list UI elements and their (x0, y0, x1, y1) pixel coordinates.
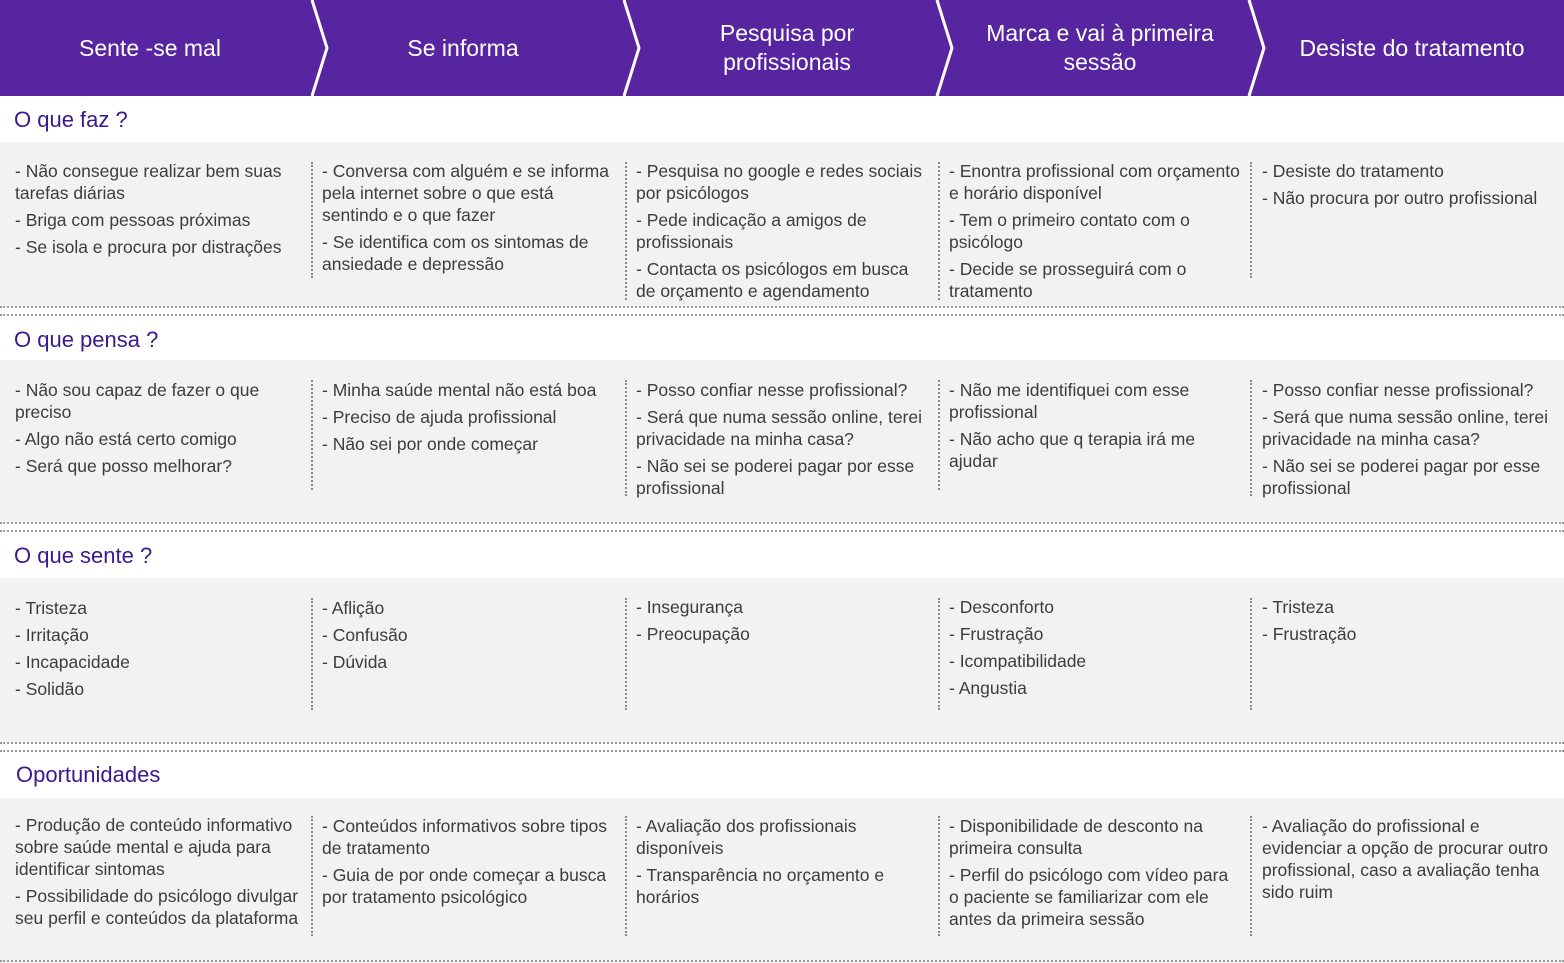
section-title-bar (0, 752, 1564, 798)
list-item: - Disponibilidade de desconto na primeira consulta (949, 816, 1203, 858)
list-item: - Tem o primeiro contato com o psicólogo (949, 210, 1190, 252)
column-divider (625, 162, 627, 300)
cell-faz-col4 (949, 160, 1241, 307)
section-title: O que sente ? (14, 543, 153, 568)
section-what-feels (0, 532, 1564, 742)
list-item: - Produção de conteúdo informativo sobre saúde mental e ajuda para identificar sintomas (15, 815, 293, 879)
column-divider (1250, 162, 1252, 278)
cell-sente-col5 (1262, 596, 1560, 650)
list-item: - Não sei se poderei pagar por esse profissional (1262, 456, 1541, 498)
list-item: - Confusão (322, 625, 408, 645)
cell-sente-col3 (636, 596, 928, 650)
stage-5-label: Desiste do tratamento (1299, 34, 1525, 61)
list-item: - Não sei por onde começar (322, 434, 538, 454)
cell-pensa-col4 (949, 379, 1241, 477)
section-title-bar (0, 532, 1564, 578)
list-item: - Contacta os psicólogos em busca de orçamento e agendamento (636, 259, 909, 301)
cell-oport-col5 (1262, 815, 1560, 908)
stage-4-label: Marca e vai à primeira sessão (986, 20, 1214, 75)
list-item: - Se identifica com os sintomas de ansiedade e depressão (322, 232, 589, 274)
list-item: - Será que numa sessão online, terei privacidade na minha casa? (1262, 407, 1548, 449)
list-item: - Briga com pessoas próximas (15, 210, 251, 230)
list-item: - Pesquisa no google e redes sociais por psicólogos (636, 161, 923, 203)
column-divider (938, 598, 940, 710)
cell-faz-col3 (636, 160, 928, 307)
list-item: - Enontra profissional com orçamento e horário disponível (949, 161, 1240, 203)
list-item: - Se isola e procura por distrações (15, 237, 282, 257)
list-item: - Algo não está certo comigo (15, 429, 237, 449)
column-divider (311, 598, 313, 710)
list-item: - Conteúdos informativos sobre tipos de tratamento (322, 816, 607, 858)
list-item: - Avaliação do profissional e evidenciar a opção de procurar outro profissional, caso a avaliação tenha sido ruim (1262, 816, 1549, 902)
section-title-bar (0, 316, 1564, 362)
list-item: - Será que numa sessão online, terei privacidade na minha casa? (636, 407, 922, 449)
cell-pensa-col1 (15, 379, 300, 482)
list-item: - Guia de por onde começar a busca por tratamento psicológico (322, 865, 607, 907)
list-item: - Transparência no orçamento e horários (636, 865, 885, 907)
list-item: - Avaliação dos profissionais disponíveis (636, 816, 857, 858)
column-divider (625, 816, 627, 936)
list-item: - Não acho que q terapia irá me ajudar (949, 429, 1196, 471)
column-divider (938, 380, 940, 490)
list-item: - Angustia (949, 678, 1027, 698)
list-item: - Possibilidade do psicólogo divulgar seu perfil e conteúdos da plataforma (15, 886, 299, 928)
section-title: O que pensa ? (14, 327, 159, 352)
list-item: - Irritação (15, 625, 89, 645)
list-item: - Conversa com alguém e se informa pela internet sobre o que está sentindo e o que fazer (322, 161, 609, 225)
cell-faz-col2 (322, 160, 614, 280)
list-item: - Desconforto (949, 597, 1055, 617)
list-item: - Será que posso melhorar? (15, 456, 232, 476)
section-what-thinks (0, 316, 1564, 522)
stage-3-label: Pesquisa por profissionais (719, 20, 855, 75)
list-item: - Desiste do tratamento (1262, 161, 1444, 181)
stage-2-label: Se informa (407, 34, 519, 61)
cell-oport-col4 (949, 815, 1241, 935)
list-item: - Solidão (15, 679, 85, 699)
cell-oport-col2 (322, 815, 614, 913)
cell-sente-col2 (322, 597, 614, 678)
list-item: - Preocupação (636, 624, 750, 644)
list-item: - Não me identifiquei com esse profissional (949, 380, 1190, 422)
list-item: - Posso confiar nesse profissional? (1262, 380, 1534, 400)
list-item: - Incapacidade (15, 652, 130, 672)
cell-oport-col3 (636, 815, 928, 913)
section-separator (0, 742, 1564, 744)
column-divider (938, 816, 940, 936)
column-divider (311, 162, 313, 278)
cell-pensa-col5 (1262, 379, 1560, 504)
column-divider (1250, 380, 1252, 496)
list-item: - Icompatibilidade (949, 651, 1087, 671)
list-item: - Tristeza (15, 598, 87, 618)
cell-sente-col1 (15, 597, 300, 705)
list-item: - Frustração (949, 624, 1044, 644)
list-item: - Não sei se poderei pagar por esse profissional (636, 456, 915, 498)
list-item: - Pede indicação a amigos de profissionais (636, 210, 867, 252)
journey-stages-header (0, 0, 1564, 96)
list-item: - Minha saúde mental não está boa (322, 380, 597, 400)
section-separator (0, 306, 1564, 308)
section-title-bar (0, 96, 1564, 142)
list-item: - Não procura por outro profissional (1262, 188, 1538, 208)
list-item: - Posso confiar nesse profissional? (636, 380, 908, 400)
cell-faz-col5 (1262, 160, 1560, 214)
cell-sente-col4 (949, 596, 1241, 704)
column-divider (938, 162, 940, 300)
list-item: - Aflição (322, 598, 385, 618)
column-divider (1250, 598, 1252, 710)
section-opportunities (0, 752, 1564, 963)
section-title: O que faz ? (14, 107, 128, 132)
stage-1-label: Sente -se mal (79, 34, 221, 61)
list-item: - Preciso de ajuda profissional (322, 407, 557, 427)
list-item: - Perfil do psicólogo com vídeo para o paciente se familiarizar com ele antes da primeira sessão (949, 865, 1229, 929)
section-separator (0, 960, 1564, 962)
column-divider (311, 816, 313, 936)
list-item: - Decide se prosseguirá com o tratamento (949, 259, 1187, 301)
list-item: - Tristeza (1262, 597, 1334, 617)
column-divider (625, 380, 627, 496)
list-item: - Frustração (1262, 624, 1357, 644)
cell-pensa-col2 (322, 379, 614, 460)
list-item: - Não consegue realizar bem suas tarefas diárias (15, 161, 282, 203)
section-title: Oportunidades (16, 762, 161, 787)
list-item: - Insegurança (636, 597, 744, 617)
section-separator (0, 522, 1564, 524)
cell-faz-col1 (15, 160, 300, 263)
column-divider (625, 598, 627, 710)
column-divider (1250, 816, 1252, 936)
cell-oport-col1 (15, 814, 300, 934)
list-item: - Dúvida (322, 652, 388, 672)
section-what-does (0, 96, 1564, 306)
cell-pensa-col3 (636, 379, 928, 504)
list-item: - Não sou capaz de fazer o que preciso (15, 380, 260, 422)
column-divider (311, 380, 313, 490)
